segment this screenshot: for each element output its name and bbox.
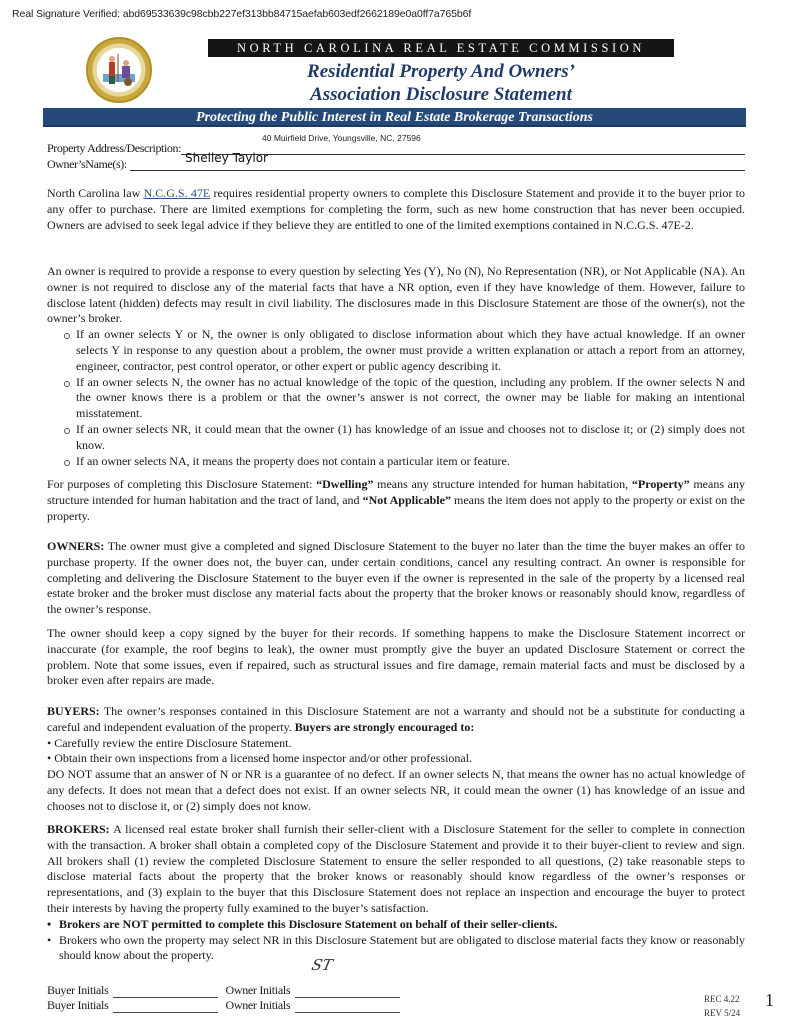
definitions-paragraph [47, 477, 745, 524]
initials-row-2 [47, 998, 407, 1013]
owner-initials-signature: ST [310, 956, 335, 974]
term-dwelling: “Dwelling” [316, 477, 374, 491]
buyer-initials-field[interactable] [113, 1002, 218, 1013]
tagline-bar: Protecting the Public Interest in Real Estate Brokerage Transactions [43, 108, 746, 127]
intro-text-continued: requires residential property owners to complete this Disclosure Statement and provide it to the buyer prior to any offer to purchase. There are limited exemptions for completing the form, such as new home construction that has never been occupied. Owners are advised to seek legal advice if they believe they are entitled to one of the limited exemptions contained in N.C.G.S. 47E-2. [47, 186, 746, 232]
commission-banner: NORTH CAROLINA REAL ESTATE COMMISSION [208, 39, 674, 57]
buyer-initials-label: Buyer Initials [47, 983, 109, 997]
owner-name-value[interactable]: Shelley Taylor [185, 151, 268, 165]
owners-paragraph-2: The owner should keep a copy signed by the buyer for their records. If something happens to make the Disclosure Statement incorrect or inaccurate (for example, the roof begins to leak), the owner must promptly give the buyer an updated Disclosure Statement or correct the problem. Note that some issues, even if repaired, such as structural issues and fire damage, remain material facts and must be disclosed by a broker even after repairs are made. [47, 626, 745, 688]
nc-seal-icon [86, 37, 152, 103]
responses-section [47, 264, 745, 469]
brokers-paragraph: A licensed real estate broker shall furnish their seller-client with a Disclosure Statement for the seller to complete in connection with the transaction. A broker shall obtain a completed copy of the Disclosure Statement and provide it to their buyer-client to review and sign. All brokers shall (1) review the completed Disclosure Statement to ensure the seller responded to all questions, (2) take reasonable steps to disclose material facts about the property that the broker knows or reasonably should know regardless of the owner’s responses or representations, and (3) explain to the buyer that this Disclosure Statement does not replace an inspection and encourage the buyer to protect their interests by having the property fully examined to the buyer’s satisfaction. [47, 822, 745, 915]
owner-name-field [47, 157, 745, 171]
owners-section [47, 539, 745, 618]
responses-bullet-list [62, 327, 745, 469]
responses-bullet: If an owner selects NR, it could mean that the owner (1) has knowledge of an issue and chooses not to disclose it; or (2) simply does not know. [62, 422, 745, 454]
definitions-text: means any structure intended for human habitation, [373, 477, 632, 491]
page-number: 1 [765, 990, 774, 1010]
definitions-text: means the item does not apply to the property or exist on the property. [47, 492, 745, 523]
intro-text: North Carolina law [47, 186, 144, 200]
brokers-heading: BROKERS: [47, 822, 110, 836]
responses-bullet: If an owner selects N, the owner has no actual knowledge of the topic of the question, including any problem. If the owner selects N and the owner knows there is a problem or that the owner’s answer is not correct, the owner may be liable for making an intentional misstatement. [62, 375, 745, 422]
property-address-label: Property Address/Description: [47, 141, 182, 155]
form-title-line-2: Association Disclosure Statement [310, 84, 572, 105]
owner-initials-field[interactable] [295, 987, 400, 998]
signature-verified-banner: Real Signature Verified: abd69533639c98cbb227ef313bb84715aefab603edf2662189e0a0ff7a765b6f [12, 8, 472, 20]
term-not-applicable: “Not Applicable” [362, 492, 451, 507]
term-property: “Property” [631, 477, 690, 491]
brokers-bullet: • Brokers who own the property may select NR in this Disclosure Statement but are obligated to disclose material facts they know or reasonably should know about the property. [47, 933, 745, 965]
property-address-field [47, 141, 745, 155]
owner-initials-field[interactable] [295, 1002, 400, 1013]
buyers-paragraph-2: DO NOT assume that an answer of N or NR is a guarantee of no defect. If an owner selects N, that means the owner has no actual knowledge of any defects. It does not mean that a defect does not exist. If an owner selects NR, it could mean the owner (1) has knowledge of an issue and chooses not to disclose it, or (2) simply does not know. [47, 767, 745, 813]
owner-initials-label: Owner Initials [225, 983, 291, 997]
buyers-heading: BUYERS: [47, 704, 100, 718]
owner-name-label: Owner’sName(s): [47, 157, 127, 171]
responses-bullet: If an owner selects Y or N, the owner is only obligated to disclose information about which they have actual knowledge. If an owner selects Y in response to any question about a problem, the owner must provide a written explanation or attach a report from an attorney, engineer, contractor, pest control operator, or other expert or public agency describing it. [62, 327, 745, 374]
definitions-text: For purposes of completing this Disclosure Statement: [47, 477, 317, 491]
brokers-section [47, 822, 745, 964]
intro-paragraph [47, 186, 745, 233]
rec-number: REC 4.22 [704, 994, 740, 1004]
buyers-section [47, 704, 745, 815]
definitions-text: means any structure intended for human habitation and the tract of land, and [47, 477, 745, 507]
buyer-initials-label: Buyer Initials [47, 998, 109, 1012]
buyers-encouraged: Buyers are strongly encouraged to: [294, 719, 475, 734]
buyers-paragraph-1: The owner’s responses contained in this Disclosure Statement are not a warranty and should not be a substitute for conducting a careful and independent evaluation of the property. [47, 704, 745, 734]
property-address-value[interactable]: 40 Muirfield Drive, Youngsville, NC, 27596 [262, 133, 421, 143]
buyer-initials-field[interactable] [113, 987, 218, 998]
revision-info [704, 992, 740, 1020]
seal-figures-icon [103, 52, 135, 88]
ncgs-47e-link[interactable]: N.C.G.S. 47E [143, 186, 211, 200]
responses-bullet: If an owner selects NA, it means the property does not contain a particular item or feature. [62, 454, 745, 470]
rev-date: REV 5/24 [704, 1008, 741, 1018]
buyers-bullet: • Obtain their own inspections from a licensed home inspector and/or other professional. [47, 751, 473, 766]
owner-initials-label: Owner Initials [225, 998, 291, 1012]
brokers-bullet: • Brokers are NOT permitted to complete this Disclosure Statement on behalf of their seller-clients. [47, 917, 745, 933]
owners-heading: OWNERS: [47, 539, 105, 553]
initials-row-1 [47, 983, 407, 998]
owners-paragraph-2-block [47, 626, 745, 689]
form-title-line-1: Residential Property And Owners’ [307, 61, 575, 82]
brokers-bullet-list [47, 917, 745, 964]
buyers-bullet: • Carefully review the entire Disclosure Statement. [47, 735, 292, 750]
form-title [208, 60, 674, 106]
owners-paragraph-1: The owner must give a completed and signed Disclosure Statement to the buyer no later than the time the buyer makes an offer to purchase property. If the owner does not, the buyer can, under certain conditions, cancel any resulting contract. An owner is responsible for completing and delivering the Disclosure Statement to the buyer even if the owner is represented in the sale of the property by a licensed real estate broker and the broker must disclose any material facts about the property that the broker knows or reasonably should know, regardless of the owner’s response. [47, 539, 745, 617]
responses-paragraph: An owner is required to provide a response to every question by selecting Yes (Y), No (N), No Representation (NR), or Not Applicable (NA). An owner is not required to disclose any of the material facts that have a NR option, even if they have knowledge of them. However, failure to disclose latent (hidden) defects may result in civil liability. The disclosures made in this Disclosure Statement are those of the owner(s), not the owner’s broker. [47, 264, 745, 326]
